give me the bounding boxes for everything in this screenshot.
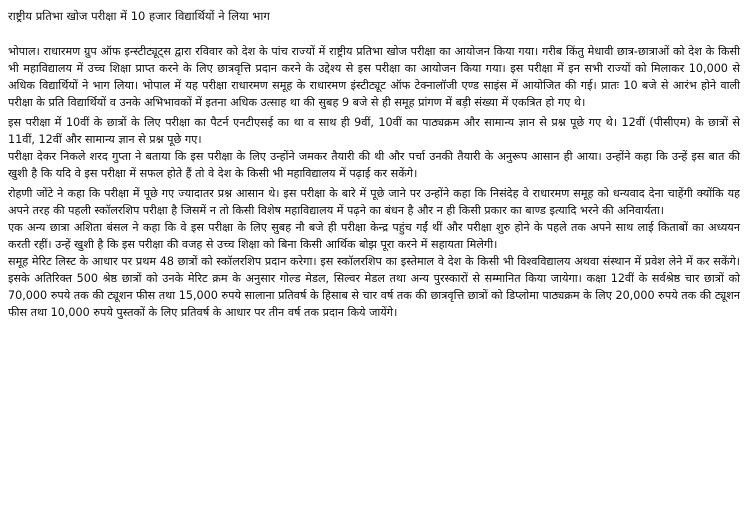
article-paragraph: इस परीक्षा में 10वीं के छात्रों के लिए परीक्षा का पैटर्न एनटीएसई का था व साथ ही 9वीं, 10वीं का पाठ्यक्रम और सामान्य ज्ञान से प्रश्न पूछे गए थे। 12वीं (पीसीएम) के छात्रों से 11वीं, 12वीं और सामान्य ज्ञान से प्रश्न पूछे गए। bbox=[8, 116, 740, 146]
article-title: राष्ट्रीय प्रतिभा खोज परीक्षा में 10 हजार विद्यार्थियों ने लिया भाग bbox=[8, 9, 270, 23]
article-paragraph: परीक्षा देकर निकले शरद गुप्ता ने बताया कि इस परीक्षा के लिए उन्होंने जमकर तैयारी की थी और पर्चा उनकी तैयारी के अनुरूप आसान ही आया। उन्होंने कहा कि उन्हें इस बात की खुशी है कि यदि वे इस परीक्षा में सफल होते हैं तो वे देश के किसी भी महाविद्यालय में पढ़ाई कर सकेंगे। bbox=[8, 150, 740, 180]
article-paragraph: भोपाल। राधारमण ग्रुप ऑफ इन्स्टीट्यूट्स द्वारा रविवार को देश के पांच राज्यों में राष्ट्रीय प्रतिभा खोज परीक्षा का आयोजन किया गया। गरीब किंतु मेधावी छात्र-छात्राओं को देश के किसी भी महाविद्यालय में उच्च शिक्षा प्राप्त करने के लिए छात्रवृत्ति प्रदान करने के उद्देश्य से इस परीक्षा का आयोजन किया गया। इस परीक्षा में इन सभी राज्यों को मिलाकर 10,000 से अधिक विद्यार्थियों ने भाग लिया। भोपाल में यह परीक्षा राधारमण समूह के राधारमण इंस्टीट्यूट ऑफ टेक्नालॉजी एण्ड साइंस में आयोजित की गई। प्रातः 10 बजे से आरंभ होने वाली परीक्षा के प्रति विद्यार्थियों व उनके अभिभावकों में इतना अधिक उत्साह था की सुबह 9 बजे से ही समूह प्रांगण में बड़ी संख्या में एकत्रित हो गए थे। bbox=[8, 45, 740, 109]
article-paragraph: समूह मेरिट लिस्ट के आधार पर प्रथम 48 छात्रों को स्कॉलरशिप प्रदान करेगा। इस स्कॉलरशिप का इस्तेमाल वे देश के किसी भी विश्वविद्यालय अथवा संस्थान में प्रवेश लेने में कर सकेंगे। इसके अतिरिक्त 500 श्रेष्ठ छात्रों को उनके मेरिट क्रम के अनुसार गोल्ड मेडल, सिल्वर मेडल तथा अन्य पुरस्कारों से सम्मानित किया जायेगा। कक्षा 12वीं के सर्वश्रेष्ठ चार छात्रों को 70,000 रुपये तक की ट्यूशन फीस तथा 15,000 रुपये सालाना प्रतिवर्ष के हिसाब से चार वर्ष तक की छात्रवृत्ति छात्रों को डिप्लोमा पाठ्यक्रम के लिए 20,000 रुपये तक की ट्यूशन फीस तथा 10,000 रुपये पुस्तकों के लिए प्रतिवर्ष के आधार पर तीन वर्ष तक प्रदान किये जायेंगे। bbox=[8, 255, 740, 319]
article-paragraph: एक अन्य छात्रा अशिता बंसल ने कहा कि वे इस परीक्षा के लिए सुबह नौ बजे ही परीक्षा केन्द्र पहुंच गईं थीं और परीक्षा शुरु होने के पहले तक अपने साथ लाई किताबों का अध्ययन करती रहीं। उन्हें खुशी है कि इस परीक्षा की वजह से उच्च शिक्षा को बिना किसी आर्थिक बोझ पूरा करने में सहायता मिलेगी। bbox=[8, 221, 740, 251]
article-paragraph: रोहणी जोंटे ने कहा कि परीक्षा में पूछे गए ज्यादातर प्रश्न आसान थे। इस परीक्षा के बारे में पूछे जाने पर उन्होंने कहा कि निसंदेह वे राधारमण समूह को धन्यवाद देना चाहेंगी क्योंकि यह अपने तरह की पहली स्कॉलरशिप परीक्षा है जिसमें न तो किसी विशेष महाविद्यालय में पढ़ने का बंधन है और न ही किसी प्रकार का बाण्ड इत्यादि भरने की अनिवार्यता। bbox=[8, 187, 740, 217]
article bbox=[8, 0, 740, 321]
